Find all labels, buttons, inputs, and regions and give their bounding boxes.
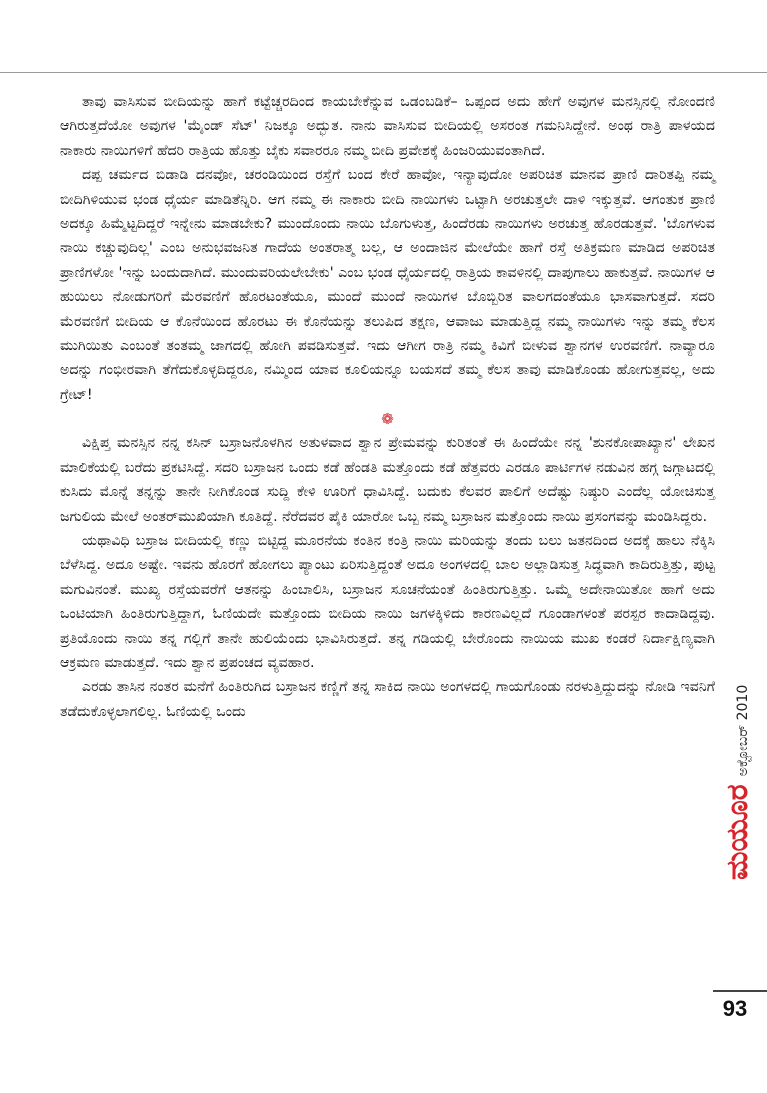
article-body [60,90,715,724]
article-paragraph-5: ಎರಡು ತಾಸಿನ ನಂತರ ಮನೆಗೆ ಹಿಂತಿರುಗಿದ ಬಸ್ರಾಜನ ಕಣ್ಣಿಗೆ ತನ್ನ ಸಾಕಿದ ನಾಯಿ ಅಂಗಳದಲ್ಲಿ ಗಾಯಗೊಂಡು ನರಳುತ್ತಿದ್ದುದನ್ನು ನೋಡಿ ಇವನಿಗೆ ತಡೆದುಕೊಳ್ಳಲಾಗಲಿಲ್ಲ. ಓಣಿಯಲ್ಲಿ ಒಂದು [60,679,715,720]
article-paragraph-2: ದಪ್ಪ ಚರ್ಮದ ಬಿಡಾಡಿ ದನವೋ, ಚರಂಡಿಯಿಂದ ರಸ್ತೆಗೆ ಬಂದ ಕೇರೆ ಹಾವೋ, ಇನ್ಯಾವುದೋ ಅಪರಿಚಿತ ಮಾನವ ಪ್ರಾಣಿ ದಾರಿತಪ್ಪಿ ನಮ್ಮ ಬೀದಿಗಿಳಿಯುವ ಭಂಡ ಧೈರ್ಯ ಮಾಡಿತೆನ್ನಿರಿ. ಆಗ ನಮ್ಮ ಈ ನಾಕಾರು ಬೀದಿ ನಾಯಿಗಳು ಒಟ್ಟಾಗಿ ಅರಚುತ್ತಲೇ ದಾಳಿ ಇಕ್ಕುತ್ತವೆ. ಆಗಂತುಕ ಪ್ರಾಣಿ ಅದಕ್ಕೂ ಹಿಮ್ಮೆಟ್ಟದಿದ್ದರೆ ಇನ್ನೇನು ಮಾಡಬೇಕು? ಮುಂದೊಂದು ನಾಯಿ ಬೊಗುಳುತ್ತ, ಹಿಂದೆರಡು ನಾಯಿಗಳು ಅರಚುತ್ತ ಹೊರಡುತ್ತವೆ. 'ಬೊಗಳುವ ನಾಯಿ ಕಚ್ಚುವುದಿಲ್ಲ' ಎಂಬ ಅನುಭವಜನಿತ ಗಾದೆಯ ಅಂತರಾತ್ಮ ಬಲ್ಲ, ಆ ಅಂದಾಜಿನ ಮೇಲೆಯೇ ಹಾಗೆ ರಸ್ತೆ ಅತಿಕ್ರಮಣ ಮಾಡಿದ ಅಪರಿಚಿತ ಪ್ರಾಣಿಗಳೋ 'ಇನ್ನು ಬಂದುದಾಗಿದೆ. ಮುಂದುವರಿಯಲೇಬೇಕು' ಎಂಬ ಭಂಡ ಧೈರ್ಯದಲ್ಲಿ ರಾತ್ರಿಯ ಕಾವಳಿನಲ್ಲಿ ದಾಪುಗಾಲು ಹಾಕುತ್ತವೆ. ನಾಯಿಗಳ ಆ ಹುಯಿಲು ನೋಡುಗರಿಗೆ ಮೆರವಣಿಗೆ ಹೊರಟಂತೆಯೂ, ಮುಂದೆ ಮುಂದೆ ನಾಯಿಗಳ ಬೊಬ್ಬಿರಿತ ವಾಲಗದಂತೆಯೂ ಭಾಸವಾಗುತ್ತದೆ. ಸದರಿ ಮೆರವಣಿಗೆ ಬೀದಿಯ ಆ ಕೊನೆಯಿಂದ ಹೊರಟು ಈ ಕೊನೆಯನ್ನು ತಲುಪಿದ ತಕ್ಷಣ, ಆವಾಜು ಮಾಡುತ್ತಿದ್ದ ನಮ್ಮ ನಾಯಿಗಳು ಇನ್ನು ತಮ್ಮ ಕೆಲಸ ಮುಗಿಯಿತು ಎಂಬಂತೆ ತಂತಮ್ಮ ಜಾಗದಲ್ಲಿ ಹೋಗಿ ಪವಡಿಸುತ್ತವೆ. ಇದು ಆಗೀಗ ರಾತ್ರಿ ನಮ್ಮ ಕಿವಿಗೆ ಬೀಳುವ ಶ್ವಾನಗಳ ಉರವಣಿಗೆ. ನಾವ್ಯಾರೂ ಅದನ್ನು ಗಂಭೀರವಾಗಿ ತೆಗೆದುಕೊಳ್ಳದಿದ್ದರೂ, ನಮ್ಮಿಂದ ಯಾವ ಕೂಲಿಯನ್ನೂ ಬಯಸದೆ ತಮ್ಮ ಕೆಲಸ ತಾವು ಮಾಡಿಕೊಂಡು ಹೋಗುತ್ತವಲ್ಲ, ಅದು ಗ್ರೇಟ್! [60,167,715,403]
article-paragraph-4: ಯಥಾವಿಧಿ ಬಸ್ರಾಜ ಬೀದಿಯಲ್ಲಿ ಕಣ್ಣು ಬಿಟ್ಟಿದ್ದ ಮೂರನೆಯ ಕಂತಿನ ಕಂತ್ರಿ ನಾಯಿ ಮರಿಯನ್ನು ತಂದು ಬಲು ಜತನದಿಂದ ಅದಕ್ಕೆ ಹಾಲು ನೆಕ್ಕಿಸಿ ಬೆಳೆಸಿದ್ದ. ಅದೂ ಅಷ್ಟೇ. ಇವನು ಹೊರಗೆ ಹೋಗಲು ಪ್ಯಾಂಟು ಏರಿಸುತ್ತಿದ್ದಂತೆ ಅದೂ ಅಂಗಳದಲ್ಲಿ ಬಾಲ ಅಲ್ಲಾಡಿಸುತ್ತ ಸಿದ್ಧವಾಗಿ ಕಾದಿರುತ್ತಿತ್ತು, ಪುಟ್ಟ ಮಗುವಿನಂತೆ. ಮುಖ್ಯ ರಸ್ತೆಯವರೆಗೆ ಆತನನ್ನು ಹಿಂಬಾಲಿಸಿ, ಬಸ್ರಾಜನ ಸೂಚನೆಯಂತೆ ಹಿಂತಿರುಗುತ್ತಿತ್ತು. ಒಮ್ಮೆ ಅದೇನಾಯಿತೋ ಹಾಗೆ ಅದು ಒಂಟಿಯಾಗಿ ಹಿಂತಿರುಗುತ್ತಿದ್ದಾಗ, ಓಣಿಯದೇ ಮತ್ತೊಂದು ಬೀದಿಯ ನಾಯಿ ಜಗಳಕ್ಕಿಳಿದು ಕಾರಣವಿಲ್ಲದೆ ಗೂಂಡಾಗಳಂತೆ ಪರಸ್ಪರ ಕಾದಾಡಿದ್ದವು. ಪ್ರತಿಯೊಂದು ನಾಯಿ ತನ್ನ ಗಲ್ಲಿಗೆ ತಾನೇ ಹುಲಿಯೆಂದು ಭಾವಿಸಿರುತ್ತದೆ. ತನ್ನ ಗಡಿಯಲ್ಲಿ ಬೇರೊಂದು ನಾಯಿಯ ಮುಖ ಕಂಡರೆ ನಿರ್ದಾಕ್ಷಿಣ್ಯವಾಗಿ ಆಕ್ರಮಣ ಮಾಡುತ್ತದೆ. ಇದು ಶ್ವಾನ ಪ್ರಪಂಚದ ವ್ಯವಹಾರ. [60,532,715,671]
article-paragraph-3: ವಿಕ್ಷಿಪ್ತ ಮನಸ್ಸಿನ ನನ್ನ ಕಸಿನ್ ಬಸ್ರಾಜನೊಳಗಿನ ಅತುಳವಾದ ಶ್ವಾನ ಪ್ರೇಮವನ್ನು ಕುರಿತಂತೆ ಈ ಹಿಂದೆಯೇ ನನ್ನ 'ಶುನಕೋಪಾಖ್ಯಾನ' ಲೇಖನ ಮಾಲಿಕೆಯಲ್ಲಿ ಬರೆದು ಪ್ರಕಟಿಸಿದ್ದೆ. ಸದರಿ ಬಸ್ರಾಜನ ಒಂದು ಕಡೆ ಹೆಂಡತಿ ಮತ್ತೊಂದು ಕಡೆ ಹೆತ್ತವರು ಎರಡೂ ಪಾರ್ಟಿಗಳ ನಡುವಿನ ಹಗ್ಗ ಜಗ್ಗಾಟದಲ್ಲಿ ಕುಸಿದು ಮೊನ್ನೆ ತನ್ನನ್ನು ತಾನೇ ನೀಗಿಕೊಂಡ ಸುದ್ದಿ ಕೇಳಿ ಊರಿಗೆ ಧಾವಿಸಿದ್ದೆ. ಬದುಕು ಕೆಲವರ ಪಾಲಿಗೆ ಅದೆಷ್ಟು ನಿಷ್ಠುರಿ ಎಂದೆಲ್ಲ ಯೋಚಿಸುತ್ತ ಜಗುಲಿಯ ಮೇಲೆ ಅಂತರ್‌ಮುಖಿಯಾಗಿ ಕೂತಿದ್ದೆ. ನೆರೆದವರ ಪೈಕಿ ಯಾರೋ ಒಬ್ಬ ನಮ್ಮ ಬಸ್ರಾಜನ ಮತ್ತೊಂದು ನಾಯಿ ಪ್ರಸಂಗವನ್ನು ಮಂಡಿಸಿದ್ದರು. [60,435,715,525]
sidebar-masthead [722,685,754,880]
section-separator-ornament: ❁ [381,410,394,429]
top-rule [0,72,767,73]
magazine-name: ಮಯೂರ [720,784,755,880]
article-paragraph-1: ತಾವು ವಾಸಿಸುವ ಬೀದಿಯನ್ನು ಹಾಗೆ ಕಟ್ಟೆಚ್ಚರದಿಂದ ಕಾಯಬೇಕೆನ್ನುವ ಒಡಂಬಡಿಕೆ– ಒಪ್ಪಂದ ಅದು ಹೇಗೆ ಅವುಗಳ ಮನಸ್ಸಿನಲ್ಲಿ ನೋಂದಣಿ ಆಗಿರುತ್ತದೆಯೋ ಅವುಗಳ 'ಮೈಂಡ್ ಸೆಟ್' ನಿಜಕ್ಕೂ ಅದ್ಭುತ. ನಾನು ವಾಸಿಸುವ ಬೀದಿಯಲ್ಲಿ ಅಸರಂತ ಗಮನಿಸಿದ್ದೇನೆ. ಅಂಥ ರಾತ್ರಿ ಪಾಳಯದ ನಾಕಾರು ನಾಯಿಗಳಿಗೆ ಹೆದರಿ ರಾತ್ರಿಯ ಹೊತ್ತು ಬೈಕು ಸವಾರರೂ ನಮ್ಮ ಬೀದಿ ಪ್ರವೇಶಕ್ಕೆ ಹಿಂಜರಿಯುವಂತಾಗಿದೆ. [60,94,715,159]
page-number: 93 [722,996,748,1021]
page-number-rule [713,990,767,992]
issue-date: ಅಕ್ಟೋಬರ್ 2010 [735,684,751,777]
